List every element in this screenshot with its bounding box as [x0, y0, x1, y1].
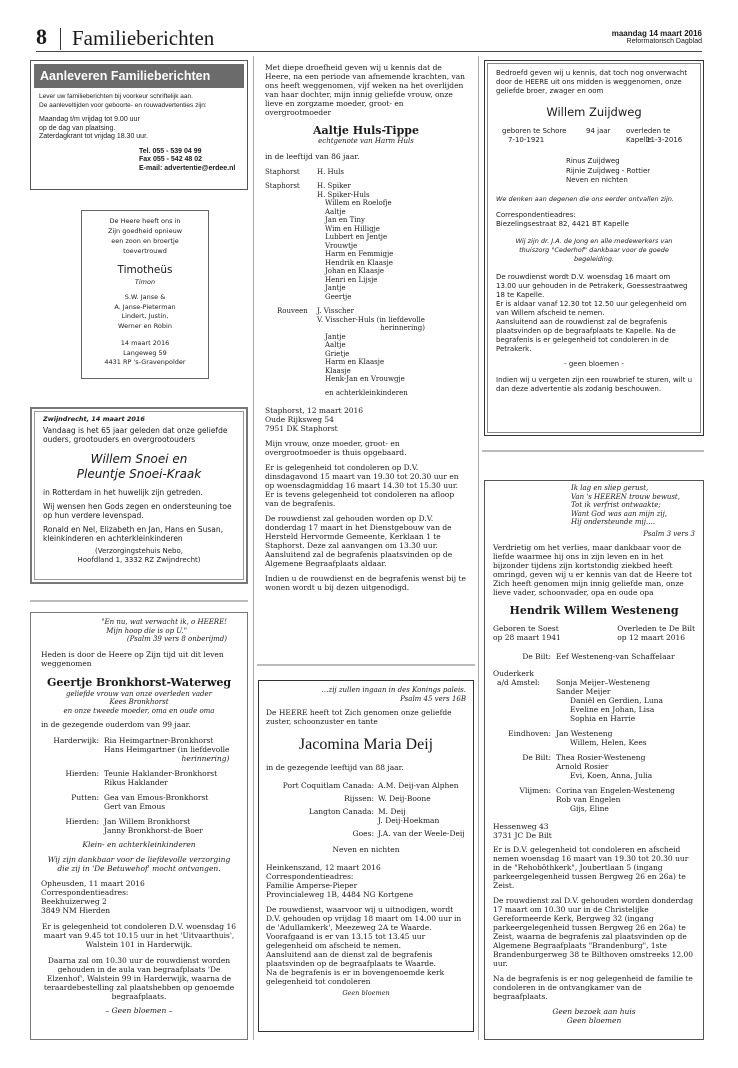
grandchildren-list: Willem en Roelofje Aaltje Jan en Tiny Wim en Hilligje Lubbert en Jentje Vrouwtje Harm en Femmigje Hendrik en Klaasje Johan en Klaasje Henri en Lijsje Jantje Geertje	[325, 199, 394, 301]
relative-row: De Bilt: Thea Rosier-Westeneng Arnold Rosier Evi, Koen, Anna, Julia	[522, 753, 653, 780]
birth-date: 7-10-1921	[508, 136, 545, 144]
header-divider	[60, 28, 61, 50]
birth-intro: Zijn goedheid opnieuw	[107, 227, 183, 235]
grandchildren-line: Klein- en achterkleinkinderen	[82, 840, 196, 849]
section-separator	[30, 600, 248, 602]
closing-line: Geen bloemen	[566, 1016, 622, 1025]
deceased-name: Hendrik Willem Westeneng	[509, 604, 679, 617]
grandchildren-list: Jantje Aaltje Grietje Harm en Klaasje Klaasje Henk-Jan en Vrouwgje	[325, 332, 405, 383]
relative-row: Goes: J.A. van der Weele-Deij	[352, 829, 465, 838]
condolence-info: Er is D.V. gelegenheid tot condoleren en afscheid nemen woensdag 16 maart van 19.30 tot 20.30 uur in de "Rehobôthkerk", Joubertlaan 5 (ingang parkeergelegenheid tussen Bergweg 26 en 26a) te Zeist.	[493, 845, 689, 890]
death-line: op 12 maart 2016	[617, 633, 686, 642]
subtitle-line: geliefde vrouw van onze overleden vader	[65, 689, 213, 698]
remembrance-line: We denken aan degenen die ons eerder ontvallen zijn.	[496, 194, 674, 203]
birth-intro: De Heere heeft ons in	[109, 217, 181, 225]
submission-title: Aanleveren Familieberichten	[34, 64, 244, 88]
flowers-note: - geen bloemen -	[564, 359, 624, 368]
submission-time: Maandag t/m vrijdag tot 9.00 uur	[39, 116, 140, 123]
obituary-bronkhorst	[30, 612, 248, 1040]
condolence-info: Na de begrafenis is er in bovengenoemde kerk gelegenheid tot condoleren	[266, 968, 445, 986]
relative-row: Port Coquitlam Canada: A.M. Deij-van Alphen	[282, 781, 459, 790]
parent-line: Werner en Robin	[118, 321, 172, 330]
anniversary-intro: Vandaag is het 65 jaar geleden dat onze geliefde ouders, grootouders en overgrootouders	[43, 426, 228, 444]
address-line: Provincialeweg 1B, 4484 NG Kortgene	[266, 890, 414, 899]
invitation-line: Indien u de rouwdienst en de begrafenis wenst bij te wonen wordt u bij dezen uitgenodigd.	[265, 574, 466, 592]
birth-announcement-timotheus	[81, 210, 209, 379]
relative-row: Harderwijk: Ria Heimgartner-Bronkhorst Hans Heimgartner (in liefdevolle herinnering)	[53, 736, 230, 763]
service-info: De rouwdienst wordt D.V. woensdag 16 maart om 13.00 uur gehouden in de Petrakerk, Goessestraatweg 18 te Kapelle.	[496, 272, 688, 299]
section-separator	[482, 450, 704, 452]
service-info: De rouwdienst, waarvoor wij u uitnodigen, wordt D.V. gehouden op vrijdag 18 maart om 14.00 uur in de 'Adullamkerk', Meezeweg 2A te Waarde. Voorafgaand is er van 13.15 tot 13.45 uur gelegenheid om afscheid te nemen.	[266, 905, 462, 950]
obituary-westeneng	[484, 480, 704, 1040]
relative-row: Staphorst H. Spiker H. Spiker-Huls	[265, 182, 370, 199]
email-address[interactable]: E-mail: advertentie@erdee.nl	[139, 164, 236, 172]
birth-date: 14 maart 2016	[120, 339, 170, 347]
column-separator	[478, 56, 479, 1040]
address-line: Oude Rijksweg 54	[265, 415, 334, 424]
address-line: Correspondentieadres:	[496, 210, 576, 219]
verse-line: "En nu, wat verwacht ik, o HEERE!	[101, 618, 227, 626]
address-line: 3731 JC De Bilt	[493, 831, 552, 840]
anniversary-snoei	[30, 407, 248, 584]
parent-line: A. Janse-Pieterman	[114, 302, 176, 311]
couple-name: Willem Snoei en	[90, 452, 188, 466]
column-separator	[253, 56, 254, 1040]
verse-line: Hij ondersteunde mij….	[571, 518, 656, 526]
address-line: Hessenweg 43	[493, 822, 549, 831]
service-info: De rouwdienst zal D.V. gehouden worden donderdag 17 maart om 10.30 uur in de Christelijke Gereformeerde Kerk, Bergweg 32 (ingang parkeergelegenheid tussen Bergweg 26 en 26a) te Zeist, waarna de begrafenis zal plaatsvinden op de Algemene Begraafplaats "Brandenburg", 1ste Brandenburgerweg 38 te Bilthoven omstreeks 12.00 uur.	[493, 896, 694, 968]
family-line: Ronald en Nel, Elizabeth en Jan, Hans en Susan, kleinkinderen en achterkleinkinderen	[43, 525, 224, 543]
farewell-info: Er is aldaar vanaf 12.30 tot 12.50 uur gelegenheid om van Willem afscheid te nemen.	[496, 299, 687, 317]
section-title: Familieberichten	[72, 26, 215, 50]
page-header	[0, 0, 738, 50]
deceased-name: Aaltje Huls-Tippe	[313, 124, 419, 137]
great-grandchildren-line: en achterkleinkinderen	[325, 388, 408, 397]
death-place: overleden te Kapelle	[626, 127, 671, 144]
relative-row: Langton Canada: M. Deij J. Deij-Hoekman	[308, 807, 440, 825]
address-line: Biezelingsestraat 82, 4421 BT Kapelle	[496, 219, 629, 228]
address-line: Heinkenszand, 12 maart 2016	[266, 863, 381, 872]
address-line: Hoofdland 1, 3332 RZ Zwijndrecht)	[77, 556, 201, 564]
marriage-line: in Rotterdam in het huwelijk zijn getreden.	[43, 488, 203, 497]
flowers-note: – Geen bloemen –	[105, 1006, 173, 1015]
service-info: Daarna zal om 10.30 uur de rouwdienst worden gehouden in de aula van begraafplaats 'De Elzenhof', Walstein 99 in Harderwijk, waarna de teraardebestelling zal plaatshebben op genoemde begraafplaats.	[43, 956, 235, 1001]
age-line: in de leeftijd van 86 jaar.	[265, 151, 360, 161]
obituary-deij	[258, 680, 474, 1032]
death-date: 11-3-2016	[646, 136, 683, 144]
verse-line: Psalm 45 vers 16B	[400, 694, 466, 703]
spouse-line: echtgenote van Harm Huls	[318, 137, 414, 145]
relative-row: Ouderkerk a/d Amstel: Sonja Meijer–Westeneng Sander Meijer Daniël en Gerdien, Luna Eveline en Johan, Lisa Sophia en Harrie	[493, 669, 663, 723]
verse-line: Ik lag en sliep gerust,	[571, 484, 649, 492]
relative-row: Eindhoven: Jan Westeneng Willem, Helen, Kees	[508, 729, 647, 747]
verse-line: Want God was aan mijn zij,	[571, 509, 667, 518]
header-rule	[36, 51, 702, 52]
deceased-name: Geertje Bronkhorst-Waterweg	[46, 675, 232, 689]
subtitle-line: Kees Bronkhorst	[109, 698, 169, 706]
obituary-zuijdweg	[484, 60, 704, 436]
service-info: De rouwdienst zal gehouden worden op D.V. donderdag 17 maart in het Dienstgebouw van de Hersteld Hervormde Gemeente, Kerklaan 1 te Staphorst. Deze zal aanvangen om 13.30 uur. Aansluitend zal de begrafenis plaatsvinden op de Algemene Begraafplaats aldaar.	[265, 514, 453, 568]
subtitle-line: en onze tweede moeder, oma en oude oma	[63, 706, 215, 715]
lying-in-state: Mijn vrouw, onze moeder, groot- en overgrootmoeder is thuis opgebaard.	[265, 439, 407, 457]
address-line: Correspondentieadres:	[266, 872, 354, 881]
birth-intro: een zoon en broertje	[111, 237, 179, 245]
parent-line: S.W. Janse &	[124, 293, 166, 301]
blessing-line: Wij wensen hen Gods zegen en ondersteuning toe op hun verdere levenspad.	[43, 502, 232, 520]
flowers-note: Geen bloemen	[342, 989, 390, 997]
nephews-line: Neven en nichten	[332, 845, 400, 854]
verse-line: …zij zullen ingaan in des Konings paleis.	[321, 686, 466, 694]
obituary-intro: De HEERE heeft tot Zich genomen onze geliefde zuster, schoonzuster en tante	[266, 708, 452, 726]
verse-line: Psalm 3 vers 3	[643, 529, 695, 538]
birth-line: Geboren te Soest	[493, 624, 559, 633]
submission-info-box	[30, 60, 248, 190]
relative-row: Putten: Gea van Emous-Bronkhorst Gert van Emous	[71, 793, 209, 811]
relative-row: Rouveen J. Visscher V. Visscher-Huls (in liefdevolle herinnering)	[277, 307, 425, 332]
relative-row: Hierden: Jan Willem Bronkhorst Janny Bronkhorst-de Boer	[65, 817, 203, 835]
thanks-line: Wij zijn dr. J.A. de Jong en alle medewerkers van thuiszorg "Cederhof" dankbaar voor de goede begeleiding.	[515, 236, 673, 263]
burial-info: Aansluitend aan de rouwdienst zal de begrafenis plaatsvinden op de begraafplaats te Kapelle. Na de begrafenis is er gelegenheid tot condoleren in de Petrakerk.	[496, 317, 676, 353]
address-line: Staphorst, 12 maart 2016	[265, 406, 364, 415]
relative-row: Rijssen: W. Deij-Boone	[344, 794, 431, 803]
phone-number: Tel. 055 - 539 04 99	[139, 147, 202, 155]
address-line: Correspondentieadres:	[41, 888, 129, 897]
relative-row: Vlijmen: Corina van Engelen-Westeneng Rob van Engelen Gijs, Eline	[519, 786, 675, 813]
deceased-name: Jacomina Maria Deij	[298, 736, 434, 753]
verse-line: Mijn hoop die is op U."	[106, 626, 187, 635]
notice-line: Indien wij u vergeten zijn een rouwbrief te sturen, wilt u dan deze advertentie als zodanig beschouwen.	[496, 375, 692, 393]
address-line: 7951 DK Staphorst	[265, 424, 338, 433]
obituary-huls	[259, 60, 473, 646]
verse-line: Tot ik verfrist ontwaakte;	[571, 501, 661, 509]
address-line: Beekhuizerweg 2	[41, 897, 107, 906]
obituary-intro: Bedroefd geven wij u kennis, dat toch nog onverwacht door de HEERE uit ons midden is weggenomen, onze geliefde broer, zwager en oom	[496, 69, 688, 95]
obituary-intro: Met diepe droefheid geven wij u kennis dat de Heere, na een periode van afnemende krachten, van ons heeft weggenomen, vijf weken na het overlijden van haar dochter, mijn innig geliefde vrouw, onze lieve en zorgzame moeder, groot- en overgrootmoeder	[265, 63, 466, 117]
closing-line: Geen bezoek aan huis	[552, 1007, 636, 1016]
relative-row: De Bilt: Eef Westeneng-van Schaffelaar	[522, 652, 675, 661]
newspaper-name: Reformatorisch Dagblad	[626, 38, 702, 45]
obituary-intro: Heden is door de Heere op Zijn tijd uit dit leven weggenomen	[41, 649, 224, 668]
condolence-info: Er is gelegenheid tot condoleren D.V. woensdag 16 maart van 9.45 tot 10.15 uur in het 'Uitvaarthuis', Walstein 101 in Harderwijk.	[42, 922, 236, 949]
age-line: in de gezegende leeftijd van 88 jaar.	[266, 763, 404, 772]
address-line: Familie Amperse-Pieper	[266, 881, 358, 890]
submission-time: Zaterdagkrant tot vrijdag 18.30 uur.	[39, 133, 148, 140]
fax-number: Fax 055 - 542 48 02	[139, 156, 203, 163]
child-name: Timotheüs	[117, 264, 173, 276]
child-callname: Timon	[134, 278, 156, 286]
relative-line: Neven en nichten	[566, 176, 628, 184]
verse-line: Van 's HEEREN trouw bewust,	[571, 492, 680, 501]
verse-line: (Psalm 39 vers 8 onberijmd)	[126, 635, 227, 643]
submission-line: De aanleveltijden voor geboorte- en rouwadvertenties zijn:	[39, 101, 207, 109]
address-line: (Verzorgingstehuis Nebo,	[94, 547, 184, 555]
birth-place: geboren te Schore	[502, 127, 567, 135]
submission-time: op de dag van plaatsing.	[39, 124, 116, 132]
condolence-info: Er is gelegenheid tot condoleren op D.V. dinsdagavond 15 maart van 19.30 tot 20.30 uur en op woensdagmiddag 16 maart 14.30 tot 15.30 uur. Er is tevens gelegenheid tot condoleren na afloop van de begrafenis.	[265, 463, 459, 508]
address-line: 4431 RP 's-Gravenpolder	[104, 358, 186, 366]
submission-line: Lever uw familieberichten bij voorkeur schriftelijk aan.	[39, 93, 193, 100]
obituary-intro: Verdrietig om het verlies, maar dankbaar voor de liefde waarmee hij ons in zijn leven en in het bijzonder tijdens zijn kortstondig ziekbed heeft omringd, geven wij u er kennis van dat de Heere tot Zich heeft genomen mijn innig geliefde man, onze lieve vader, schoonvader, opa en oude opa	[493, 543, 692, 597]
relative-line: Rijnie Zuijdweg - Rottier	[566, 166, 651, 175]
after-burial-info: Na de begrafenis is er nog gelegenheid de familie te condoleren in de ontvangkamer van de begraafplaats.	[493, 974, 693, 1001]
age: 94 jaar	[586, 127, 611, 135]
relative-row: Staphorst H. Huls	[265, 167, 344, 176]
relative-row: Hierden: Teunie Haklander-Bronkhorst Rikus Haklander	[65, 769, 218, 787]
burial-info: Aansluitend aan de dienst zal de begrafenis plaatsvinden op de begraafplaats te Waarde.	[266, 950, 437, 968]
birth-line: op 28 maart 1941	[493, 633, 561, 642]
address-line: Langeweg 59	[123, 348, 167, 357]
place-date: Zwijndrecht, 14 maart 2016	[43, 415, 145, 423]
issue-date: maandag 14 maart 2016	[611, 29, 702, 38]
address-line: 3849 NM Hierden	[41, 906, 111, 915]
deceased-name: Willem Zuijdweg	[546, 105, 642, 119]
address-line: Opheusden, 11 maart 2016	[41, 879, 145, 888]
page-number: 8	[36, 24, 47, 49]
relative-line: Rinus Zuijdweg	[566, 157, 620, 165]
death-line: Overleden te De Bilt	[617, 624, 695, 633]
birth-intro: toevertrouwd	[123, 247, 167, 255]
thanks-line: Wij zijn dankbaar voor de liefdevolle verzorging die zij in 'De Betuwehof' mocht ontvangen.	[47, 855, 231, 873]
section-separator	[257, 664, 475, 666]
age-line: in de gezegende ouderdom van 99 jaar.	[41, 720, 191, 729]
couple-name: Pleuntje Snoei-Kraak	[76, 467, 202, 481]
parent-line: Lindert, Justin,	[121, 312, 169, 320]
